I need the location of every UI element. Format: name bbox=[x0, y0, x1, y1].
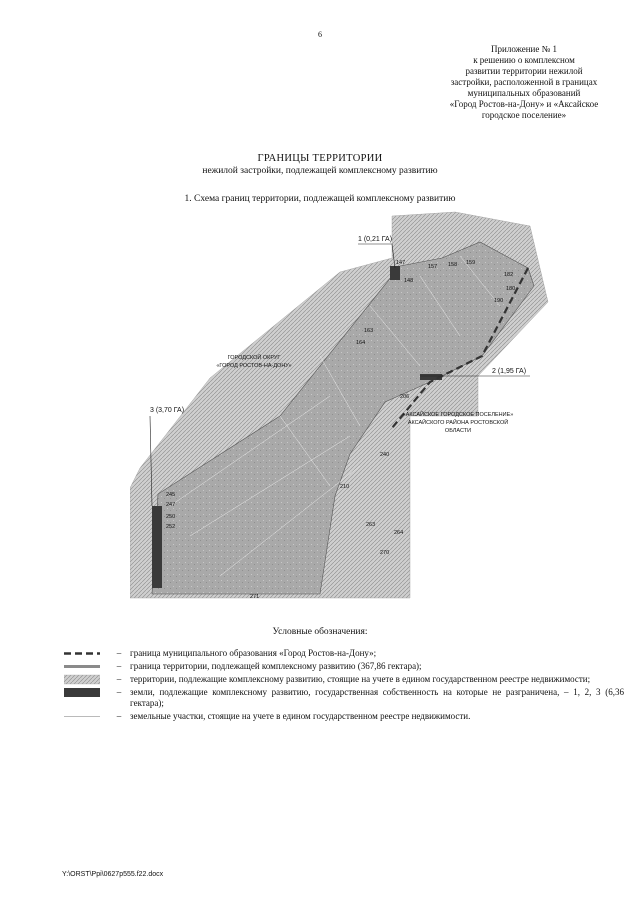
legend-dash: – bbox=[116, 648, 122, 658]
legend bbox=[64, 648, 624, 724]
parcel-number: 210 bbox=[340, 484, 350, 490]
aksay-label-line2: АКСАЙСКОГО РАЙОНА РОСТОВСКОЙ bbox=[407, 420, 509, 426]
legend-text: граница территории, подлежащей комплексному развитию (367,86 гектара); bbox=[130, 661, 422, 671]
file-path-footer: Y:\ORST\Ppi\0627p555.f22.docx bbox=[62, 871, 164, 878]
legend-dash: – bbox=[116, 687, 122, 697]
parcel-number: 250 bbox=[166, 514, 176, 520]
parcel-number: 270 bbox=[380, 550, 390, 556]
legend-text: территории, подлежащие комплексному развитию, стоящие на учете в едином государственном реестре недвижимости; bbox=[130, 674, 591, 684]
legend-item-land-plots bbox=[64, 711, 624, 722]
scheme-title: 1. Схема границ территории, подлежащей комплексному развитию bbox=[184, 194, 456, 204]
appendix-line: муниципальных образований bbox=[467, 88, 581, 98]
parcel-number: 158 bbox=[448, 262, 458, 268]
parcel-number: 206 bbox=[400, 394, 410, 400]
registered-land-swatch bbox=[64, 674, 100, 685]
appendix-header bbox=[408, 44, 640, 121]
callout-2-label: 2 (1,95 ГА) bbox=[492, 368, 527, 375]
parcel-number: 264 bbox=[394, 530, 404, 536]
parcel-number: 182 bbox=[504, 272, 514, 278]
city-label-line1: ГОРОДСКОЙ ОКРУГ bbox=[227, 355, 281, 361]
legend-title: Условные обозначения: bbox=[272, 627, 368, 637]
document-subtitle: нежилой застройки, подлежащей комплексному развитию bbox=[202, 166, 438, 176]
state-land-swatch bbox=[64, 687, 100, 698]
land-plots-swatch bbox=[64, 711, 100, 722]
legend-item-state-land bbox=[64, 687, 624, 709]
appendix-line: к решению о комплексном bbox=[473, 55, 575, 65]
parcel-number: 148 bbox=[404, 278, 414, 284]
appendix-line: развитии территории нежилой bbox=[465, 66, 583, 76]
state-land-3 bbox=[152, 506, 162, 588]
parcel-number: 180 bbox=[506, 286, 516, 292]
parcel-number: 263 bbox=[366, 522, 376, 528]
parcel-number: 147 bbox=[396, 260, 406, 266]
parcel-number: 163 bbox=[364, 328, 374, 334]
callout-1-label: 1 (0,21 ГА) bbox=[358, 236, 393, 243]
appendix-line: Приложение № 1 bbox=[491, 44, 557, 54]
appendix-line: застройки, расположенной в границах bbox=[450, 77, 598, 87]
appendix-line: городское поселение» bbox=[481, 110, 567, 120]
parcel-number: 159 bbox=[466, 260, 476, 266]
legend-text: граница муниципального образования «Город Ростов-на-Дону»; bbox=[130, 648, 377, 658]
parcel-number: 240 bbox=[380, 452, 390, 458]
legend-dash: – bbox=[116, 711, 122, 721]
legend-item-municipal-boundary bbox=[64, 648, 624, 659]
legend-item-territory-boundary bbox=[64, 661, 624, 672]
legend-item-registered-land bbox=[64, 674, 624, 685]
page-number: 6 bbox=[318, 30, 322, 39]
parcel-number: 271 bbox=[250, 594, 260, 600]
aksay-label-line1: «АКСАЙСКОЕ ГОРОДСКОЕ ПОСЕЛЕНИЕ» bbox=[402, 412, 514, 418]
parcel-number: 252 bbox=[166, 524, 176, 530]
legend-text: земельные участки, стоящие на учете в едином государственном реестре недвижимости. bbox=[130, 711, 471, 721]
parcel-number: 164 bbox=[356, 340, 366, 346]
callout-3-label: 3 (3,70 ГА) bbox=[150, 407, 185, 414]
state-land-1 bbox=[390, 266, 400, 280]
parcel-number: 190 bbox=[494, 298, 504, 304]
city-label-line2: «ГОРОД РОСТОВ-НА-ДОНУ» bbox=[216, 363, 292, 369]
document-title: ГРАНИЦЫ ТЕРРИТОРИИ bbox=[257, 153, 383, 164]
appendix-line: «Город Ростов-на-Дону» и «Аксайское bbox=[449, 99, 599, 109]
legend-dash: – bbox=[116, 661, 122, 671]
aksay-label-line3: ОБЛАСТИ bbox=[444, 428, 472, 434]
parcel-number: 247 bbox=[166, 502, 176, 508]
parcel-number: 157 bbox=[428, 264, 438, 270]
territory-boundary-swatch bbox=[64, 661, 100, 672]
legend-text: земли, подлежащие комплексному развитию, государственная собственность на которые не разграничена, – 1, 2, 3 (6,36 гектара); bbox=[130, 687, 624, 708]
territory-map bbox=[130, 206, 560, 614]
legend-dash: – bbox=[116, 674, 122, 684]
municipal-boundary-swatch bbox=[64, 648, 100, 659]
parcel-number: 245 bbox=[166, 492, 176, 498]
